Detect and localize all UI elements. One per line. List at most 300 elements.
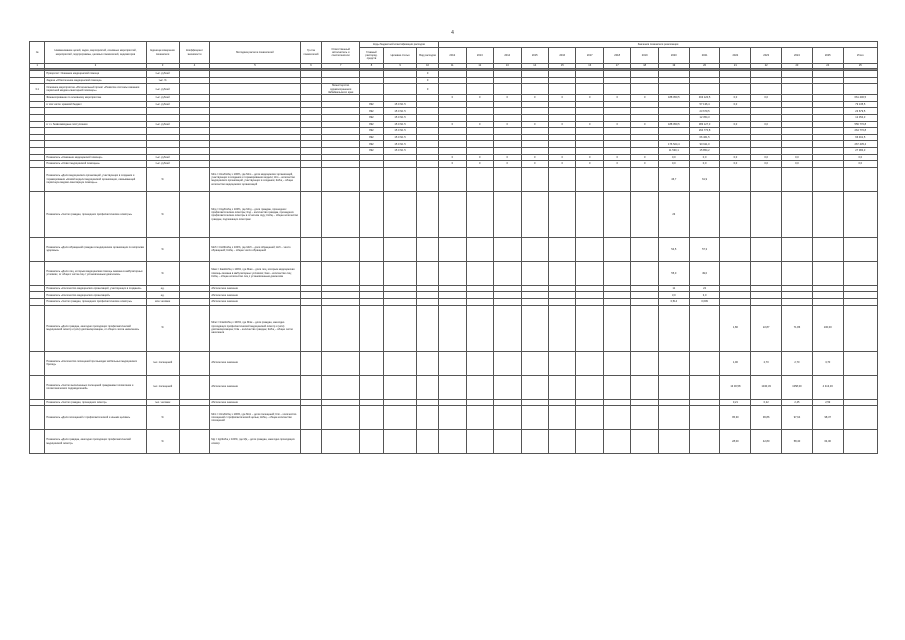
row-year-value bbox=[812, 121, 843, 128]
row-year-value: 0 bbox=[548, 95, 575, 102]
row-year-value bbox=[548, 71, 575, 78]
row-year-value bbox=[576, 84, 603, 95]
row-year-value: 0,0 bbox=[720, 95, 751, 102]
row-year-value bbox=[466, 134, 493, 141]
row-method: Абсолютное значение bbox=[210, 298, 300, 305]
row-bk-owner: 892 bbox=[359, 115, 383, 122]
row-year-value: 0,609 bbox=[689, 298, 720, 305]
row-year-value bbox=[751, 134, 782, 141]
row-group bbox=[300, 430, 322, 454]
row-year-value bbox=[603, 285, 630, 292]
row-year-value bbox=[782, 128, 813, 135]
table-row bbox=[30, 406, 878, 430]
row-responsible bbox=[322, 191, 359, 237]
row-year-value bbox=[466, 141, 493, 148]
column-number: 9 bbox=[384, 64, 417, 69]
row-year-value: 1358,00 bbox=[782, 375, 813, 399]
row-year-value bbox=[603, 71, 630, 78]
row-year-value bbox=[466, 115, 493, 122]
row-name: Показатель «Количество посещений при выездах мобильных медицинских бригад» bbox=[45, 351, 146, 375]
row-year-value: 11 530,1 bbox=[658, 148, 689, 155]
row-year-value bbox=[751, 261, 782, 285]
row-year-value: 0,0 bbox=[751, 161, 782, 168]
row-name: Показатель «Охват медицинской помощью» bbox=[45, 161, 146, 168]
row-year-value bbox=[494, 141, 521, 148]
row-year-value: 49,0 bbox=[689, 261, 720, 285]
row-bk-article bbox=[384, 71, 417, 78]
row-year-value bbox=[603, 292, 630, 299]
row-year-value: 0 bbox=[576, 121, 603, 128]
row-year-value bbox=[548, 292, 575, 299]
row-coef bbox=[179, 375, 210, 399]
row-group bbox=[300, 237, 322, 261]
row-year-value bbox=[439, 167, 466, 191]
row-year-value bbox=[782, 108, 813, 115]
row-total: 66 461,5 bbox=[843, 134, 877, 141]
row-coef bbox=[179, 154, 210, 161]
row-year-value bbox=[439, 261, 466, 285]
row-bk-article bbox=[384, 161, 417, 168]
row-year-value bbox=[439, 285, 466, 292]
row-year-value: 0,0 bbox=[658, 161, 689, 168]
row-group bbox=[300, 148, 322, 155]
row-year-value bbox=[658, 430, 689, 454]
row-method bbox=[210, 101, 300, 108]
row-name bbox=[45, 134, 146, 141]
row-bk-article bbox=[384, 351, 417, 375]
row-year-value: 0 bbox=[576, 95, 603, 102]
row-year-value: 28,00 bbox=[720, 430, 751, 454]
row-year-value: 3,70 bbox=[812, 351, 843, 375]
row-year-value bbox=[576, 101, 603, 108]
row-year-value bbox=[689, 375, 720, 399]
row-year-value bbox=[603, 101, 630, 108]
row-bk-owner bbox=[359, 77, 383, 84]
row-year-value bbox=[631, 430, 658, 454]
row-year-value bbox=[439, 101, 466, 108]
row-responsible bbox=[322, 71, 359, 78]
row-year-value: 54,5 bbox=[658, 237, 689, 261]
row-year-value: 23 679,5 bbox=[689, 108, 720, 115]
row-year-value bbox=[494, 167, 521, 191]
row-year-value bbox=[812, 141, 843, 148]
row-method: Мпм = Кпм/Кобщ x 100%, где Мпм – доля граждан, ежегодно проходящих профилактический медицинский осмотр и (или) диспансеризацию; Кпм – количество граждан; Кобщ – общее число населения bbox=[210, 305, 300, 351]
row-bk-article: 15 0 N1 5 bbox=[384, 101, 417, 108]
row-bk-article bbox=[384, 305, 417, 351]
row-num bbox=[30, 375, 45, 399]
row-year-value bbox=[631, 167, 658, 191]
table-row bbox=[30, 84, 878, 95]
row-total: 0,0 bbox=[843, 154, 877, 161]
row-year-value bbox=[658, 128, 689, 135]
header-total: Итого bbox=[843, 48, 877, 64]
row-num bbox=[30, 191, 45, 237]
row-num bbox=[30, 108, 45, 115]
row-total bbox=[843, 261, 877, 285]
row-bk-article bbox=[384, 285, 417, 292]
row-total: 79 135,5 bbox=[843, 101, 877, 108]
row-bk-type bbox=[417, 292, 439, 299]
row-year-value bbox=[720, 261, 751, 285]
row-year-value bbox=[494, 108, 521, 115]
row-responsible bbox=[322, 101, 359, 108]
row-year-value bbox=[751, 101, 782, 108]
row-num bbox=[30, 71, 45, 78]
row-responsible bbox=[322, 430, 359, 454]
row-method bbox=[210, 121, 300, 128]
row-year-value bbox=[494, 128, 521, 135]
row-year-value: 176 524,4 bbox=[658, 141, 689, 148]
row-year-value bbox=[466, 305, 493, 351]
header-bk-col: Главный распоряд. средств bbox=[359, 48, 383, 64]
row-year-value bbox=[658, 108, 689, 115]
row-year-value bbox=[521, 430, 548, 454]
row-name: Показатель «Количество медицинских организаций» bbox=[45, 292, 146, 299]
column-number: 6 bbox=[300, 64, 322, 69]
row-year-value bbox=[548, 375, 575, 399]
row-year-value bbox=[631, 399, 658, 406]
row-group bbox=[300, 375, 322, 399]
row-year-value: 383 127,3 bbox=[689, 121, 720, 128]
row-year-value bbox=[466, 191, 493, 237]
row-year-value: 97,64 bbox=[782, 406, 813, 430]
row-year-value bbox=[603, 115, 630, 122]
row-bk-type bbox=[417, 399, 439, 406]
row-coef bbox=[179, 134, 210, 141]
row-year-value bbox=[603, 141, 630, 148]
row-year-value bbox=[812, 115, 843, 122]
row-name: Показатель «Оказание медицинской помощи» bbox=[45, 154, 146, 161]
row-year-value bbox=[782, 141, 813, 148]
row-method bbox=[210, 84, 300, 95]
table-row bbox=[30, 237, 878, 261]
row-bk-owner bbox=[359, 167, 383, 191]
column-number: 13 bbox=[494, 64, 521, 69]
header-bk-group: Коды бюджетной классификации расходов bbox=[359, 42, 438, 48]
column-number: 7 bbox=[322, 64, 359, 69]
row-unit: тыс. посещений bbox=[146, 375, 179, 399]
header-year: 2017 bbox=[576, 48, 603, 64]
row-group bbox=[300, 154, 322, 161]
row-year-value: 0,21 bbox=[720, 399, 751, 406]
row-name: Задача «Обеспечение медицинской помощи» bbox=[45, 77, 146, 84]
row-year-value bbox=[548, 237, 575, 261]
row-year-value bbox=[521, 292, 548, 299]
header-year: 2025 bbox=[812, 48, 843, 64]
row-year-value bbox=[439, 430, 466, 454]
row-year-value bbox=[751, 141, 782, 148]
row-unit: % bbox=[146, 167, 179, 191]
row-year-value bbox=[548, 298, 575, 305]
row-year-value: 3,0 bbox=[689, 292, 720, 299]
row-bk-type bbox=[417, 154, 439, 161]
row-year-value bbox=[603, 77, 630, 84]
table-row bbox=[30, 375, 878, 399]
row-coef bbox=[179, 115, 210, 122]
row-year-value bbox=[631, 108, 658, 115]
row-year-value: 0 bbox=[603, 95, 630, 102]
row-year-value bbox=[689, 406, 720, 430]
row-year-value: 71,86 bbox=[782, 305, 813, 351]
row-year-value bbox=[439, 375, 466, 399]
row-name bbox=[45, 128, 146, 135]
row-name: Основное мероприятие «Региональный проект «Развитие системы оказания первичной медико-санитарной помощи»» bbox=[45, 84, 146, 95]
row-unit bbox=[146, 115, 179, 122]
row-year-value bbox=[439, 399, 466, 406]
row-group bbox=[300, 134, 322, 141]
row-year-value bbox=[751, 108, 782, 115]
row-year-value bbox=[439, 148, 466, 155]
header-year: 2024 bbox=[782, 48, 813, 64]
column-number: 16 bbox=[576, 64, 603, 69]
row-name bbox=[45, 108, 146, 115]
row-num bbox=[30, 161, 45, 168]
row-year-value bbox=[720, 298, 751, 305]
row-unit: тыс. рублей bbox=[146, 95, 179, 102]
row-method bbox=[210, 141, 300, 148]
row-year-value bbox=[751, 167, 782, 191]
header-year: 2023 bbox=[751, 48, 782, 64]
row-total bbox=[843, 430, 877, 454]
row-num bbox=[30, 285, 45, 292]
row-year-value bbox=[782, 115, 813, 122]
row-year-value: 0,0 bbox=[751, 95, 782, 102]
row-year-value bbox=[494, 305, 521, 351]
row-group bbox=[300, 101, 322, 108]
row-year-value bbox=[658, 375, 689, 399]
row-year-value bbox=[631, 285, 658, 292]
row-method: Мпд = Кпд/Кобщ x 100%, где Мпд – доля граждан, прошедших профилактические осмотры; Кпд – количество граждан, прошедших профилактические осмотры в отчетном году; Кобщ – общее количество граждан, подлежащих осмотрам bbox=[210, 191, 300, 237]
row-total: 556 770,8 bbox=[843, 121, 877, 128]
row-year-value bbox=[548, 285, 575, 292]
row-year-value bbox=[720, 77, 751, 84]
row-year-value bbox=[494, 237, 521, 261]
row-bk-type bbox=[417, 141, 439, 148]
row-year-value: 0,0 bbox=[689, 161, 720, 168]
column-number: 22 bbox=[751, 64, 782, 69]
row-bk-article bbox=[384, 167, 417, 191]
table-row bbox=[30, 121, 878, 128]
row-method: Абсолютное значение bbox=[210, 292, 300, 299]
row-year-value bbox=[658, 134, 689, 141]
row-year-value: 0,0 bbox=[658, 154, 689, 161]
table-row bbox=[30, 154, 878, 161]
row-year-value bbox=[720, 134, 751, 141]
row-total bbox=[843, 298, 877, 305]
row-num bbox=[30, 167, 45, 191]
row-year-value bbox=[521, 191, 548, 237]
row-num bbox=[30, 95, 45, 102]
row-bk-article bbox=[384, 191, 417, 237]
row-coef bbox=[179, 108, 210, 115]
row-year-value bbox=[494, 406, 521, 430]
header-coef: Коэффициент значимости bbox=[179, 42, 210, 64]
row-bk-article: 15 0 N1 5 bbox=[384, 134, 417, 141]
row-year-value: 95,30 bbox=[720, 406, 751, 430]
row-year-value bbox=[631, 101, 658, 108]
row-year-value: 0 bbox=[631, 95, 658, 102]
row-year-value bbox=[548, 134, 575, 141]
row-unit: % bbox=[146, 406, 179, 430]
row-unit: тыс. рублей bbox=[146, 71, 179, 78]
row-total: 264 770,8 bbox=[843, 128, 877, 135]
row-coef bbox=[179, 77, 210, 84]
row-year-value bbox=[782, 261, 813, 285]
row-num bbox=[30, 261, 45, 285]
row-year-value bbox=[576, 298, 603, 305]
table-row bbox=[30, 128, 878, 135]
row-year-value: 0 bbox=[466, 95, 493, 102]
row-year-value: 0 bbox=[466, 154, 493, 161]
table-row bbox=[30, 148, 878, 155]
row-year-value: 264 770,8 bbox=[689, 128, 720, 135]
row-year-value bbox=[812, 298, 843, 305]
column-number: 3 bbox=[146, 64, 179, 69]
row-bk-article: 15 0 N1 5 bbox=[384, 108, 417, 115]
row-year-value bbox=[466, 298, 493, 305]
row-year-value bbox=[521, 375, 548, 399]
row-coef bbox=[179, 141, 210, 148]
row-bk-owner: 892 bbox=[359, 141, 383, 148]
row-year-value bbox=[521, 101, 548, 108]
row-bk-owner bbox=[359, 161, 383, 168]
row-year-value bbox=[631, 406, 658, 430]
row-total: 27 384,3 bbox=[843, 148, 877, 155]
row-bk-owner bbox=[359, 191, 383, 237]
row-bk-type: 0 bbox=[417, 71, 439, 78]
row-bk-type bbox=[417, 285, 439, 292]
row-responsible bbox=[322, 121, 359, 128]
row-year-value: 96,86 bbox=[751, 406, 782, 430]
row-year-value bbox=[521, 141, 548, 148]
row-year-value: 0,0 bbox=[782, 161, 813, 168]
row-bk-owner bbox=[359, 237, 383, 261]
row-bk-type: 0 bbox=[417, 84, 439, 95]
header-method: Методика расчета показателей bbox=[210, 42, 300, 64]
row-total bbox=[843, 285, 877, 292]
row-method: Мпп = Кпп/Кобщ x 100%, где Мпп – доля посещений; Кпп – количество посещений с профилактической целью; Кобщ – общее количество посещений bbox=[210, 406, 300, 430]
row-year-value bbox=[439, 71, 466, 78]
row-year-value bbox=[521, 77, 548, 84]
row-name: Показатель «Число граждан, прошедших осмотр» bbox=[45, 399, 146, 406]
row-year-value bbox=[576, 261, 603, 285]
column-number: 23 bbox=[782, 64, 813, 69]
row-bk-type bbox=[417, 161, 439, 168]
row-year-value bbox=[494, 375, 521, 399]
row-total bbox=[843, 406, 877, 430]
row-year-value bbox=[782, 134, 813, 141]
header-year: 2015 bbox=[521, 48, 548, 64]
row-year-value bbox=[631, 261, 658, 285]
row-year-value bbox=[720, 237, 751, 261]
row-bk-owner bbox=[359, 375, 383, 399]
row-year-value bbox=[689, 430, 720, 454]
row-unit: тыс. человек bbox=[146, 399, 179, 406]
row-coef bbox=[179, 292, 210, 299]
row-year-value bbox=[631, 134, 658, 141]
row-year-value bbox=[548, 101, 575, 108]
row-year-value bbox=[576, 305, 603, 351]
row-year-value bbox=[658, 115, 689, 122]
row-coef bbox=[179, 167, 210, 191]
row-responsible bbox=[322, 134, 359, 141]
program-indicators-table bbox=[29, 41, 878, 454]
row-unit bbox=[146, 128, 179, 135]
row-coef bbox=[179, 430, 210, 454]
row-year-value bbox=[603, 134, 630, 141]
row-year-value bbox=[548, 305, 575, 351]
row-responsible bbox=[322, 95, 359, 102]
row-year-value bbox=[576, 115, 603, 122]
header-num: № bbox=[30, 42, 45, 64]
row-year-value bbox=[631, 141, 658, 148]
row-year-value bbox=[631, 77, 658, 84]
row-group bbox=[300, 141, 322, 148]
row-year-value bbox=[751, 128, 782, 135]
row-year-value: 1,80 bbox=[720, 305, 751, 351]
row-year-value bbox=[603, 351, 630, 375]
row-group bbox=[300, 285, 322, 292]
row-year-value: 0 bbox=[603, 121, 630, 128]
row-coef bbox=[179, 84, 210, 95]
row-bk-owner bbox=[359, 351, 383, 375]
row-year-value: 2,45 bbox=[782, 399, 813, 406]
row-unit: % bbox=[146, 430, 179, 454]
row-coef bbox=[179, 351, 210, 375]
row-year-value bbox=[466, 406, 493, 430]
row-year-value bbox=[689, 71, 720, 78]
row-year-value bbox=[603, 375, 630, 399]
row-year-value: 22,87 bbox=[751, 305, 782, 351]
row-year-value bbox=[631, 115, 658, 122]
row-bk-owner bbox=[359, 285, 383, 292]
table-row bbox=[30, 399, 878, 406]
row-year-value bbox=[439, 128, 466, 135]
row-year-value: 100,00 bbox=[812, 305, 843, 351]
row-year-value bbox=[576, 148, 603, 155]
row-bk-article bbox=[384, 77, 417, 84]
row-bk-article bbox=[384, 375, 417, 399]
row-year-value: 0 bbox=[631, 154, 658, 161]
row-group bbox=[300, 108, 322, 115]
row-num bbox=[30, 399, 45, 406]
row-method: Абсолютное значение bbox=[210, 351, 300, 375]
row-bk-owner bbox=[359, 430, 383, 454]
row-responsible bbox=[322, 305, 359, 351]
row-year-value bbox=[631, 351, 658, 375]
row-year-value: 463 120,5 bbox=[689, 95, 720, 102]
row-year-value bbox=[658, 305, 689, 351]
row-year-value bbox=[548, 115, 575, 122]
row-num bbox=[30, 101, 45, 108]
row-year-value bbox=[466, 351, 493, 375]
row-year-value bbox=[751, 292, 782, 299]
row-num bbox=[30, 298, 45, 305]
row-year-value: 0 bbox=[631, 161, 658, 168]
row-year-value bbox=[603, 298, 630, 305]
row-year-value: 3,0 bbox=[658, 292, 689, 299]
row-year-value bbox=[576, 108, 603, 115]
table-row bbox=[30, 351, 878, 375]
row-year-value bbox=[576, 71, 603, 78]
row-year-value bbox=[521, 108, 548, 115]
row-year-value bbox=[576, 351, 603, 375]
table-row bbox=[30, 71, 878, 78]
row-name: в том числе: краевой бюджет bbox=[45, 101, 146, 108]
row-year-value: 15 854,2 bbox=[689, 148, 720, 155]
row-year-value bbox=[576, 237, 603, 261]
row-unit: % bbox=[146, 191, 179, 237]
